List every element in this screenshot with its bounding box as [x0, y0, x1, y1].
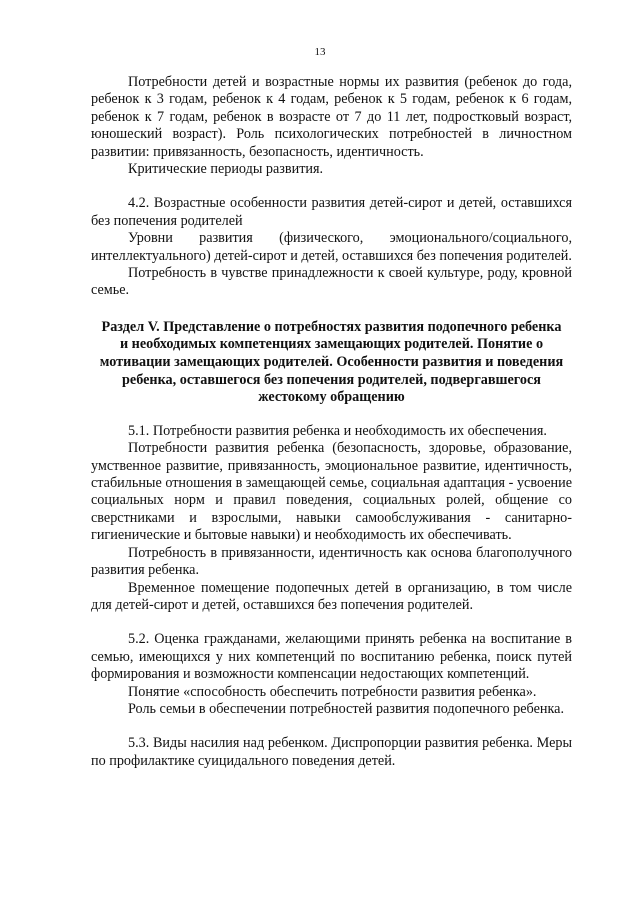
section-5-1-placement: Временное помещение подопечных детей в организацию, в том числе для детей-сирот и детей, оставшихся без попечения родителей.: [91, 579, 572, 613]
section-5-2-title: 5.2. Оценка гражданами, желающими принять ребенка на воспитание в семью, имеющихся у них компетенций по воспитанию ребенка, поиск путей формирования и возможности компенсации недостающих компетенций.: [91, 631, 572, 683]
section-4-2-levels: Уровни развития (физического, эмоционального/социального, интеллектуального) детей-сирот и детей, оставшихся без попечения родителей.: [91, 230, 572, 264]
section-5-2-family-role: Роль семьи в обеспечении потребностей развития подопечного ребенка.: [128, 700, 565, 717]
page-number: 13: [314, 46, 326, 58]
document-body: [91, 74, 572, 770]
section-5-1-attachment: Потребность в привязанности, идентичность как основа благополучного развития ребенка.: [91, 544, 572, 579]
section-4-2-title: 4.2. Возрастные особенности развития детей-сирот и детей, оставшихся без попечения родителей: [91, 195, 572, 229]
section-v-heading: Раздел V. Представление о потребностях развития подопечного ребенка и необходимых компетенциях замещающих родителей. Понятие о мотивации замещающих родителей. Особенности развития и поведения ребенка, оставшегося без попечения родителей, подвергавшегося жестокому обращению: [99, 318, 564, 406]
section-5-1-needs: Потребности развития ребенка (безопасность, здоровье, образование, умственное развитие, привязанность, эмоциональное развитие, идентичность, стабильные отношения в замещающей семье, социальная адаптация - усвоение социальных норм и правил поведения, социальных ролей, общение со сверстниками и взрослыми, навыки самообслуживания - санитарно-гигиенические и бытовые навыки) и необходимость их обеспечивать.: [91, 440, 572, 544]
paragraph-child-needs: Потребности детей и возрастные нормы их развития (ребенок до года, ребенок к 3 годам, ребенок к 4 годам, ребенок к 5 годам, ребенок к 6 годам, ребенок к 7 годам, ребенок в возрасте от 7 до 11 лет, подростковый возраст, юношеский возраст). Роль психологических потребностей в личностном развитии: привязанность, безопасность, идентичность.: [91, 74, 572, 160]
section-5-1-title: 5.1. Потребности развития ребенка и необходимость их обеспечения.: [128, 422, 547, 439]
section-5-2-concept: Понятие «способность обеспечить потребности развития ребенка».: [128, 683, 537, 700]
paragraph-critical-periods: Критические периоды развития.: [128, 161, 324, 178]
section-5-3-title: 5.3. Виды насилия над ребенком. Диспропорции развития ребенка. Меры по профилактике суицидального поведения детей.: [91, 735, 572, 769]
section-4-2-belonging: Потребность в чувстве принадлежности к своей культуре, роду, кровной семье.: [91, 265, 572, 299]
